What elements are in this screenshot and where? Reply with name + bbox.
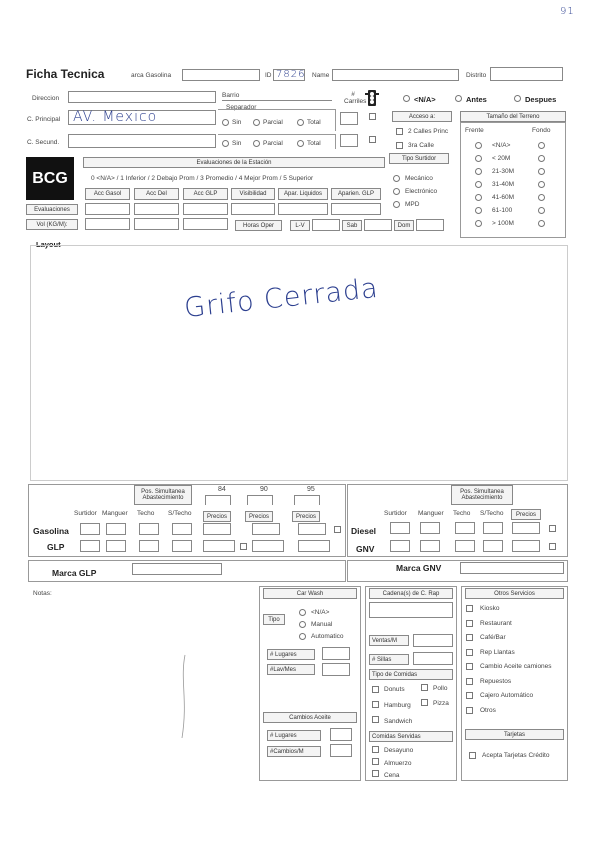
octane-field[interactable] (205, 495, 231, 505)
bcg-logo: BCG (26, 157, 74, 200)
lv-label: L-V (290, 220, 310, 231)
marca-gasolina-field[interactable] (182, 69, 260, 81)
otros-service-check[interactable] (466, 605, 473, 612)
page-title: Ficha Tecnica (26, 67, 105, 81)
surtidor-electronico-label: Electrónico (405, 188, 438, 195)
fuel-gnv-field[interactable] (483, 540, 503, 552)
cambios-lugares-label: # Lugares (267, 730, 321, 741)
terreno-frente-radio[interactable] (475, 168, 482, 175)
id-field[interactable] (273, 69, 305, 81)
cambios-mes-label: #Cambios/M (267, 746, 321, 757)
eval-column-button[interactable]: Acc Gasol (85, 188, 130, 200)
fuel-header-left: Manguer (102, 510, 128, 517)
precios-label: Precios (292, 511, 320, 522)
octane-label: 95 (307, 486, 315, 493)
fuel-diesel-field[interactable] (483, 522, 503, 534)
otros-service-label: Cambio Aceite camiones (480, 663, 552, 670)
cambios-aceite-title: Cambios Aceite (263, 712, 357, 723)
fuel-glp-field[interactable] (203, 540, 235, 552)
cadena-title: Cadena(s) de C. Rap (369, 588, 453, 599)
separador-sin-label-1: Sin (232, 119, 242, 126)
notas-label: Notas: (33, 590, 52, 597)
marca-gasolina-label: arca Gasolina (131, 72, 172, 79)
fuel-diesel-field[interactable] (512, 522, 540, 534)
marca-gnv-label: Marca GNV (396, 563, 442, 573)
fuel-glp-field[interactable] (172, 540, 192, 552)
car-wash-lav-label: #Lav/Mes (267, 664, 315, 675)
terreno-size-label: 21-30M (492, 168, 515, 175)
otros-service-label: Otros (480, 706, 496, 714)
terreno-frente-radio[interactable] (475, 194, 482, 201)
fuel-diesel-field[interactable] (420, 522, 440, 534)
otros-service-check[interactable] (466, 620, 473, 627)
evaluaciones-label: Evaluaciones (26, 204, 78, 215)
terreno-frente-radio[interactable] (475, 220, 482, 227)
fuel-header-right: Techo (453, 510, 471, 517)
terreno-size-label: 61-100 (492, 207, 513, 214)
position-antes-label: Antes (466, 95, 487, 104)
terreno-fondo-radio[interactable] (538, 194, 545, 201)
id-value: 7826 (276, 69, 306, 80)
fuel-diesel-check[interactable] (549, 525, 556, 532)
layout-label: Layout (36, 240, 61, 249)
distrito-field[interactable] (490, 67, 563, 81)
diesel-label: Diesel (351, 526, 377, 536)
gnv-label: GNV (356, 544, 375, 554)
octane-label: 84 (218, 486, 226, 493)
separador-total-radio-2[interactable] (297, 140, 304, 147)
cambios-lugares-field[interactable] (330, 728, 352, 741)
ventas-field[interactable] (413, 634, 453, 647)
sab-field[interactable] (364, 219, 392, 231)
terreno-size-label: < 20M (492, 155, 511, 162)
eval-score-field[interactable] (134, 203, 179, 215)
otros-service-label: Restaurant (480, 619, 512, 627)
dom-field[interactable] (416, 219, 444, 231)
gasolina-label: Gasolina (33, 526, 69, 536)
fuel-gasolina-field[interactable] (106, 523, 126, 535)
separador-total-label-1: Total (307, 119, 321, 126)
tipo-comidas-label: Tipo de Comidas (369, 669, 453, 680)
comida-pollo-check[interactable] (421, 684, 428, 691)
layout-handwritten-note: Grifo Cerrada (182, 272, 380, 324)
otros-service-check[interactable] (466, 707, 473, 714)
pos-simultanea-left: Pos. Simultanea Abastecimiento (134, 485, 192, 505)
cambios-mes-field[interactable] (330, 744, 352, 757)
car-wash-tipo-label: Tipo (263, 614, 285, 625)
traffic-light-icon (364, 89, 380, 107)
tipo-surtidor-button[interactable]: Tipo Surtidor (389, 153, 449, 164)
fuel-gasolina-field[interactable] (80, 523, 100, 535)
dom-label: Dom (394, 220, 414, 231)
carriles-field-1[interactable] (340, 112, 358, 125)
fuel-glp-field[interactable] (298, 540, 330, 552)
terreno-size-label: 31-40M (492, 181, 515, 188)
terreno-fondo-radio[interactable] (538, 168, 545, 175)
c-principal-value: AV. Mexico (73, 109, 158, 125)
carriles-check-2[interactable] (369, 136, 376, 143)
position-na-radio[interactable] (403, 95, 410, 102)
separador-sin-radio-2[interactable] (222, 140, 229, 147)
direccion-label: Direccion (32, 95, 60, 102)
otros-service-check[interactable] (466, 692, 473, 699)
otros-service-check[interactable] (466, 649, 473, 656)
acceso-button[interactable]: Acceso a: (392, 111, 452, 122)
servida-almuerzo-check[interactable] (372, 758, 379, 765)
separador-sin-radio-1[interactable] (222, 119, 229, 126)
acceso-3ra-check[interactable] (396, 142, 403, 149)
car-wash-lav-field[interactable] (322, 663, 350, 676)
surtidor-mpd-label: MPD (405, 201, 420, 208)
marca-glp-label: Marca GLP (52, 568, 97, 578)
acceso-2calles-label: 2 Calles Princ (408, 128, 449, 135)
precios-label: Precios (203, 511, 231, 522)
car-wash-lugares-field[interactable] (322, 647, 350, 660)
fuel-gnv-check[interactable] (549, 543, 556, 550)
precios-label-diesel: Precios (511, 509, 541, 520)
fuel-glp-field[interactable] (252, 540, 284, 552)
octane-field[interactable] (294, 495, 320, 505)
tarjetas-title: Tarjetas (465, 729, 564, 740)
otros-title: Otros Servicios (465, 588, 564, 599)
fuel-glp-field[interactable] (139, 540, 159, 552)
vol-label: Vol (KG/M): (26, 219, 78, 230)
comida-hamburg-label: Hamburg (384, 702, 411, 709)
terreno-fondo-radio[interactable] (538, 207, 545, 214)
eval-score-field[interactable] (231, 203, 275, 215)
terreno-fondo-radio[interactable] (538, 155, 545, 162)
eval-column-button[interactable]: Acc GLP (183, 188, 228, 200)
eval-column-button[interactable]: Aparien. GLP (331, 188, 381, 200)
lv-field[interactable] (312, 219, 340, 231)
terreno-size-label: <N/A> (492, 142, 511, 149)
car-wash-auto-label: Automatico (311, 633, 344, 640)
eval-column-button[interactable]: Acc Del (134, 188, 179, 200)
terreno-fondo-radio[interactable] (538, 142, 545, 149)
pos-simultanea-right: Pos. Simultanea Abastecimiento (451, 485, 513, 505)
fuel-gasolina-check[interactable] (334, 526, 341, 533)
servida-cena-check[interactable] (372, 770, 379, 777)
carriles-field-2[interactable] (340, 134, 358, 147)
comida-pizza-check[interactable] (421, 699, 428, 706)
separador-parcial-label-2: Parcial (263, 140, 283, 147)
eval-score-field[interactable] (331, 203, 381, 215)
servida-desayuno-label: Desayuno (384, 747, 414, 754)
comida-pollo-label: Pollo (433, 685, 448, 692)
c-secund-field[interactable] (68, 134, 216, 148)
terreno-fondo-radio[interactable] (538, 181, 545, 188)
fuel-header-left: S/Techo (168, 510, 192, 517)
fuel-header-right: Manguer (418, 510, 444, 517)
fuel-glp-check[interactable] (240, 543, 247, 550)
otros-service-check[interactable] (466, 678, 473, 685)
octane-label: 90 (260, 486, 268, 493)
comida-donuts-label: Donuts (384, 686, 405, 693)
id-label: ID (265, 72, 272, 79)
separador-parcial-radio-1[interactable] (253, 119, 260, 126)
surtidor-mecanico-label: Mecánico (405, 175, 433, 182)
otros-service-label: Rep Llantas (480, 648, 515, 656)
servida-desayuno-check[interactable] (372, 746, 379, 753)
precios-label: Precios (245, 511, 273, 522)
eval-column-button[interactable]: Apar. Liquidos (278, 188, 328, 200)
sillas-label: # Sillas (369, 654, 409, 665)
eval-vol-field[interactable] (85, 218, 130, 230)
position-despues-radio[interactable] (514, 95, 521, 102)
fuel-header-right: Surtidor (384, 510, 407, 517)
terreno-frente-radio[interactable] (475, 142, 482, 149)
terreno-fondo-radio[interactable] (538, 220, 545, 227)
fondo-label: Fondo (532, 127, 551, 134)
separador-parcial-label-1: Parcial (263, 119, 283, 126)
car-wash-auto-radio[interactable] (299, 633, 306, 640)
otros-service-label: Café/Bar (480, 634, 506, 641)
comida-hamburg-check[interactable] (372, 701, 379, 708)
car-wash-manual-label: Manual (311, 621, 333, 628)
fuel-diesel-field[interactable] (390, 522, 410, 534)
name-label: Name (312, 72, 330, 79)
acceso-2calles-check[interactable] (396, 128, 403, 135)
glp-label: GLP (47, 542, 65, 552)
fuel-glp-field[interactable] (80, 540, 100, 552)
ventas-label: Ventas/M (369, 635, 409, 646)
car-wash-na-radio[interactable] (299, 609, 306, 616)
carriles-check-1[interactable] (369, 113, 376, 120)
position-despues-label: Despues (525, 95, 557, 104)
eval-score-field[interactable] (183, 203, 228, 215)
fuel-header-right: S/Techo (480, 510, 504, 517)
terreno-size-label: 41-60M (492, 194, 515, 201)
page-number: 91 (560, 6, 575, 17)
tarjetas-label: Acepta Tarjetas Crédito (482, 752, 550, 759)
otros-service-check[interactable] (466, 663, 473, 670)
comida-donuts-check[interactable] (372, 686, 379, 693)
marca-glp-field[interactable] (132, 563, 222, 575)
separador-total-label-2: Total (307, 140, 321, 147)
servida-cena-label: Cena (384, 772, 400, 779)
fuel-gasolina-field[interactable] (139, 523, 159, 535)
eval-score-field[interactable] (85, 203, 130, 215)
c-secund-label: C. Secund. (27, 139, 60, 146)
comidas-servidas-label: Comidas Servidas (369, 731, 453, 742)
separador-parcial-radio-2[interactable] (253, 140, 260, 147)
evaluaciones-title: Evaluaciones de la Estación (83, 157, 385, 168)
separador-total-radio-1[interactable] (297, 119, 304, 126)
car-wash-title: Car Wash (263, 588, 357, 599)
otros-service-label: Cajero Automático (480, 692, 534, 699)
position-na-label: <N/A> (414, 95, 436, 104)
marca-gnv-field[interactable] (460, 562, 564, 574)
position-antes-radio[interactable] (455, 95, 462, 102)
terreno-frente-radio[interactable] (475, 155, 482, 162)
carriles-label: # Carriles (344, 91, 367, 106)
fuel-gasolina-field[interactable] (172, 523, 192, 535)
sab-label: Sab (342, 220, 362, 231)
terreno-title: Tamaño del Terreno (460, 111, 566, 122)
c-principal-label: C. Principal (27, 116, 61, 123)
notas-scribble (160, 650, 200, 740)
comida-sandwich-check[interactable] (372, 716, 379, 723)
fuel-gasolina-field[interactable] (298, 523, 326, 535)
car-wash-na-label: <N/A> (311, 609, 330, 616)
fuel-gnv-field[interactable] (455, 540, 475, 552)
fuel-header-left: Surtidor (74, 510, 97, 517)
fuel-gnv-field[interactable] (420, 540, 440, 552)
barrio-label: Barrio (222, 92, 240, 99)
surtidor-electronico-radio[interactable] (393, 188, 400, 195)
c-principal-field[interactable] (68, 110, 216, 125)
car-wash-manual-radio[interactable] (299, 621, 306, 628)
fuel-gasolina-field[interactable] (203, 523, 231, 535)
eval-vol-field[interactable] (183, 218, 228, 230)
terreno-size-label: > 100M (492, 220, 514, 227)
evaluaciones-scale: 0 <N/A> / 1 Inferior / 2 Debajo Prom / 3 Promedio / 4 Mejor Prom / 5 Superior (91, 175, 314, 182)
octane-field[interactable] (247, 495, 273, 505)
separador-sin-label-2: Sin (232, 140, 242, 147)
surtidor-mecanico-radio[interactable] (393, 175, 400, 182)
separador-label: Separador (226, 104, 257, 111)
fuel-header-left: Techo (137, 510, 155, 517)
eval-vol-field[interactable] (134, 218, 179, 230)
fuel-gnv-field[interactable] (390, 540, 410, 552)
servida-almuerzo-label: Almuerzo (384, 760, 412, 767)
fuel-gasolina-field[interactable] (252, 523, 280, 535)
terreno-frente-radio[interactable] (475, 181, 482, 188)
fuel-glp-field[interactable] (106, 540, 126, 552)
otros-service-check[interactable] (466, 634, 473, 641)
tarjetas-check[interactable] (469, 752, 476, 759)
fuel-diesel-field[interactable] (455, 522, 475, 534)
eval-column-button[interactable]: Visibilidad (231, 188, 275, 200)
cadena-field[interactable] (369, 602, 453, 618)
horas-label: Horas Oper (235, 220, 282, 231)
sillas-field[interactable] (413, 652, 453, 665)
frente-label: Frente (465, 127, 484, 134)
acceso-3ra-label: 3ra Calle (408, 142, 435, 149)
direccion-field[interactable] (68, 91, 216, 103)
name-field[interactable] (332, 69, 459, 81)
comida-pizza-label: Pizza (433, 700, 449, 707)
eval-score-field[interactable] (278, 203, 328, 215)
otros-service-label: Kiosko (480, 605, 500, 612)
surtidor-mpd-radio[interactable] (393, 201, 400, 208)
terreno-frente-radio[interactable] (475, 207, 482, 214)
car-wash-lugares-label: # Lugares (267, 649, 315, 660)
distrito-label: Distrito (466, 72, 487, 79)
fuel-gnv-field[interactable] (512, 540, 540, 552)
comida-sandwich-label: Sandwich (384, 718, 413, 725)
otros-service-label: Repuestos (480, 677, 512, 685)
